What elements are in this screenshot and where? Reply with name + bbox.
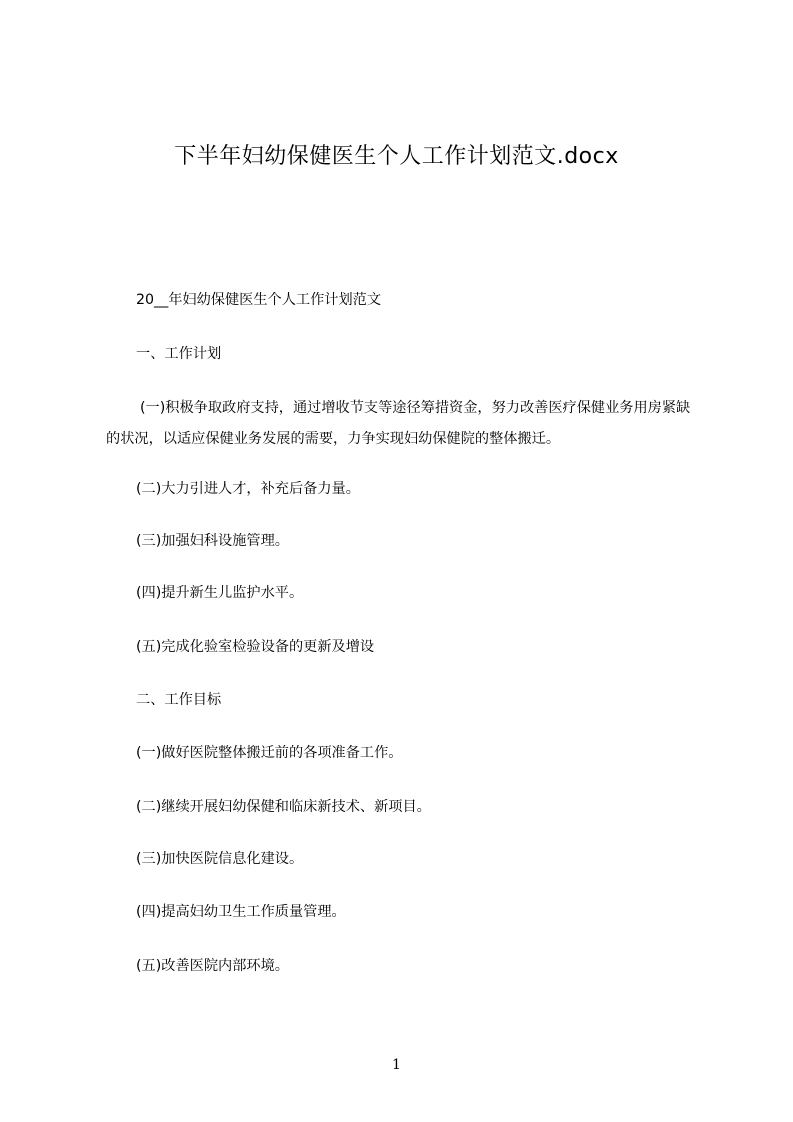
goal-item-2: (二)继续开展妇幼保健和临床新技术、新项目。 [136,799,431,815]
goal-item-5: (五)改善医院内部环境。 [136,958,289,974]
goal-item-3: (三)加快医院信息化建设。 [136,851,304,867]
page-number: 1 [392,1057,401,1073]
goal-item-4: (四)提高妇幼卫生工作质量管理。 [136,904,346,920]
plan-item-5: (五)完成化验室检验设备的更新及增设 [136,639,375,655]
plan-item-4: (四)提升新生儿监护水平。 [136,585,304,601]
section-heading-work-goals: 二、工作目标 [136,692,222,708]
plan-item-3: (三)加强妇科设施管理。 [136,533,289,549]
document-title: 下半年妇幼保健医生个人工作计划范文.docx [174,144,619,169]
plan-item-2: (二)大力引进人才，补充后备力量。 [136,481,360,497]
plan-item-1: (一)积极争取政府支持，通过增收节支等途径筹措资金，努力改善医疗保健业务用房紧缺的状况，以适应保健业务发展的需要，力争实现妇幼保健院的整体搬迁。 [106,400,691,447]
goal-item-1: (一)做好医院整体搬迁前的各项准备工作。 [136,745,403,761]
plan-heading: 20__年妇幼保健医生个人工作计划范文 [136,292,382,308]
section-heading-work-plan: 一、工作计划 [136,346,222,362]
